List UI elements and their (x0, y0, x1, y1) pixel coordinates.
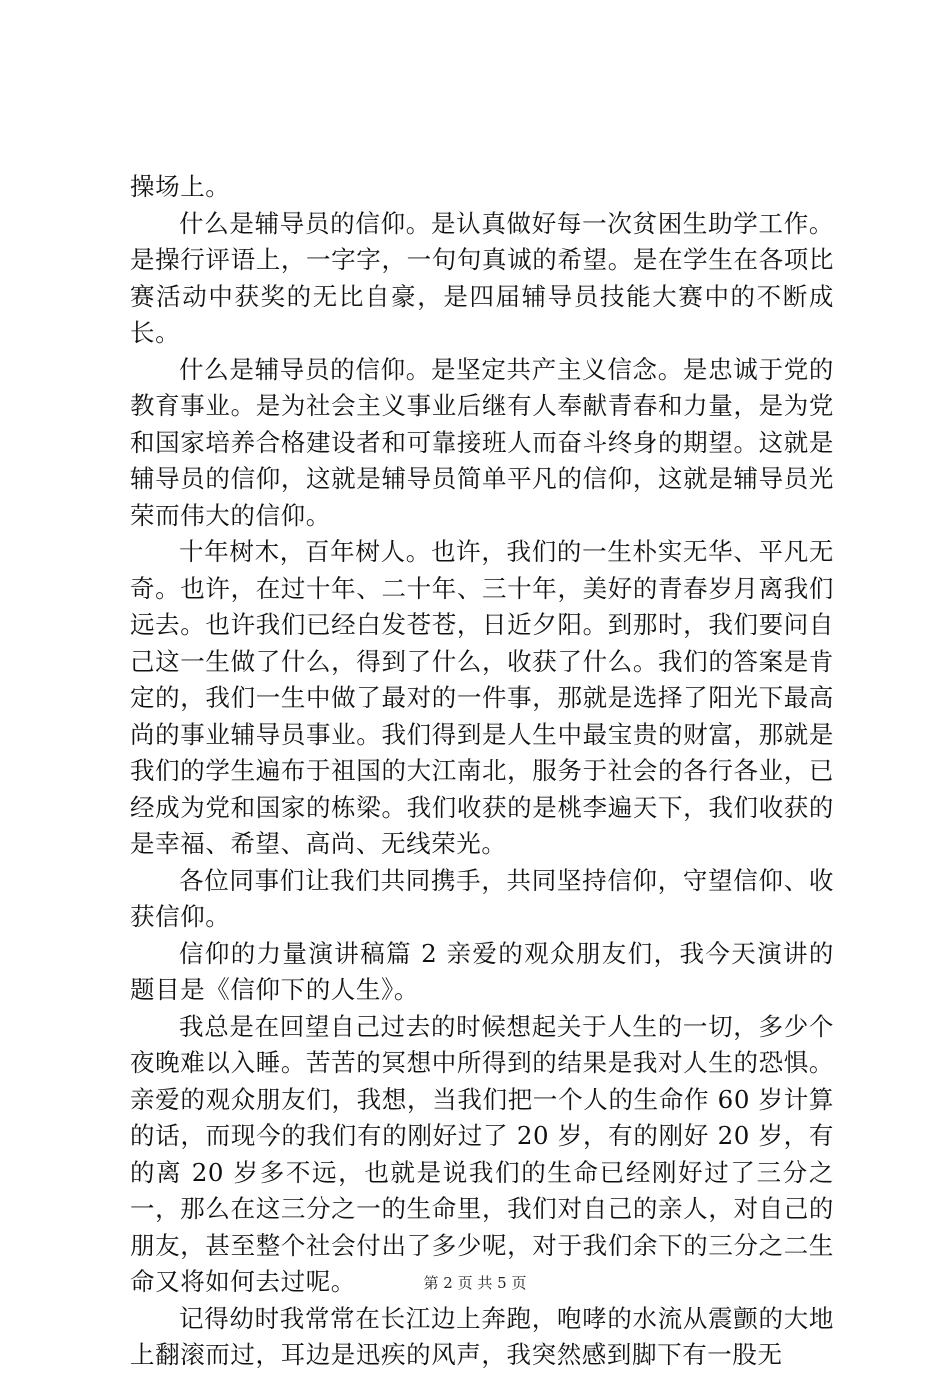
paragraph-2: 什么是辅导员的信仰。是认真做好每一次贫困生助学工作。是操行评语上，一字字，一句句真诚的希望。是在学生在各项比赛活动中获奖的无比自豪，是四届辅导员技能大赛中的不断成长。 (130, 208, 834, 347)
paragraph-7: 我总是在回望自己过去的时候想起关于人生的一切，多少个夜晚难以入睡。苦苦的冥想中所得到的结果是我对人生的恐惧。亲爱的观众朋友们，我想，当我们把一个人的生命作 60 岁计算的话，而现今的我们有的刚好过了 20 岁，有的刚好 20 岁，有的离 20 岁多不远，也就是说我们的生命已经刚好过了三分之一，那么在这三分之一的生命里，我们对自己的亲人，对自己的朋友，甚至整个社会付出了多少呢，对于我们余下的三分之二生命又将如何去过呢。 (130, 1011, 834, 1296)
page-number-label: 第 2 页 共 5 页 (423, 1274, 527, 1292)
page-footer (0, 1272, 950, 1293)
paragraph-6: 信仰的力量演讲稿篇 2 亲爱的观众朋友们，我今天演讲的题目是《信仰下的人生》。 (130, 938, 834, 1004)
paragraph-1: 操场上。 (130, 172, 231, 201)
paragraph-5: 各位同事们让我们共同携手，共同坚持信仰，守望信仰、收获信仰。 (130, 865, 834, 931)
paragraph-8: 记得幼时我常常在长江边上奔跑，咆哮的水流从震颤的大地上翻滚而过，耳边是迅疾的风声，我突然感到脚下有一股无 (130, 1303, 834, 1369)
body-text (130, 169, 834, 1374)
paragraph-4: 十年树木，百年树人。也许，我们的一生朴实无华、平凡无奇。也许，在过十年、二十年、三十年，美好的青春岁月离我们远去。也许我们已经白发苍苍，日近夕阳。到那时，我们要问自己这一生做了什么，得到了什么，收获了什么。我们的答案是肯定的，我们一生中做了最对的一件事，那就是选择了阳光下最高尚的事业辅导员事业。我们得到是人生中最宝贵的财富，那就是我们的学生遍布于祖国的大江南北，服务于社会的各行各业，已经成为党和国家的栋梁。我们收获的是桃李遍天下，我们收获的是幸福、希望、高尚、无线荣光。 (130, 537, 834, 858)
paragraph-3: 什么是辅导员的信仰。是坚定共产主义信念。是忠诚于党的教育事业。是为社会主义事业后继有人奉献青春和力量，是为党和国家培养合格建设者和可靠接班人而奋斗终身的期望。这就是辅导员的信仰，这就是辅导员简单平凡的信仰，这就是辅导员光荣而伟大的信仰。 (130, 354, 834, 530)
